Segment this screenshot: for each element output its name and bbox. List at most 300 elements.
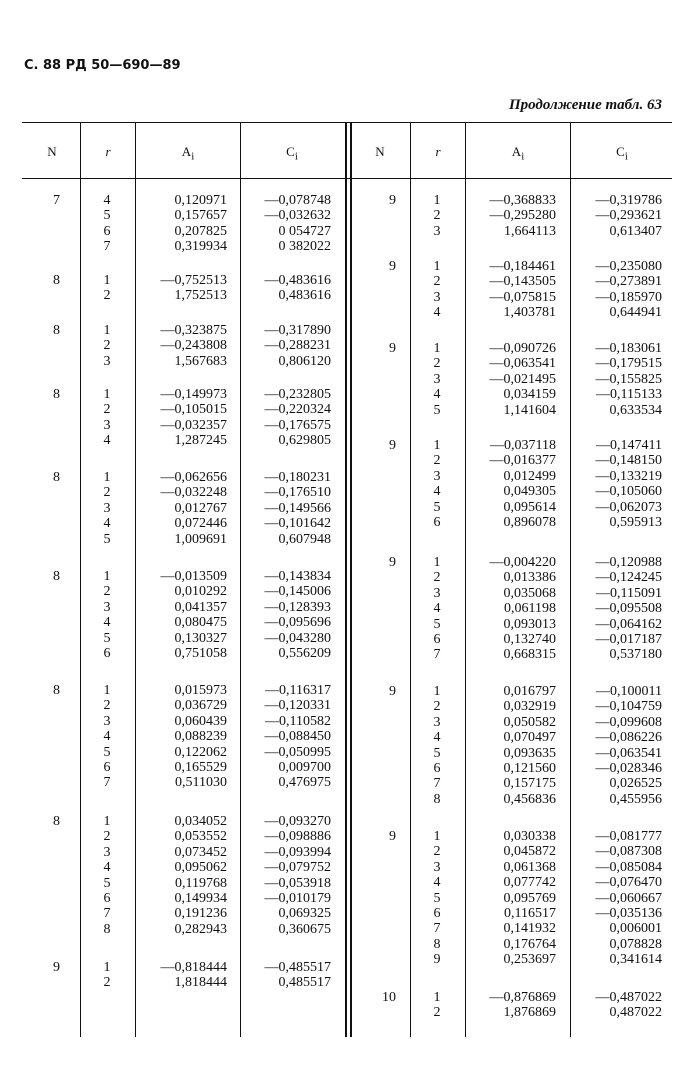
a-value: 0,149934 [174, 890, 227, 906]
n-value: 10 [382, 990, 396, 1005]
r-value: 5 [433, 745, 441, 761]
a-value: 0,032919 [503, 699, 556, 715]
a-value: 0,060439 [174, 713, 227, 729]
a-value: —0,062656 [160, 470, 227, 485]
r-value: 3 [433, 585, 441, 601]
r-value: 2 [433, 570, 441, 586]
n-value: 9 [389, 193, 396, 208]
r-value: 1 [433, 438, 441, 453]
r-value: 5 [103, 531, 111, 547]
r-value: 4 [433, 305, 441, 321]
r-value: 2 [433, 453, 441, 469]
r-value: 2 [103, 698, 111, 714]
c-value: —0,064162 [595, 616, 662, 632]
c-column [572, 259, 662, 321]
a-value: 0,053552 [174, 829, 227, 845]
c-value: —0,053918 [264, 875, 331, 891]
r-value: 6 [433, 631, 441, 647]
a-value: 0,095769 [503, 890, 556, 906]
a-value: —0,149973 [160, 387, 227, 402]
r-column [100, 273, 114, 304]
c-value: —0,293621 [595, 208, 662, 224]
r-column [100, 470, 114, 547]
c-value: 0,537180 [609, 647, 662, 663]
c-value: 0,078828 [609, 936, 662, 952]
c-value: —0,060667 [595, 890, 662, 906]
r-value: 2 [433, 1005, 441, 1021]
r-value: 7 [103, 906, 111, 922]
r-value: 4 [433, 730, 441, 746]
a-column [466, 259, 556, 321]
a-value: 0,036729 [174, 698, 227, 714]
c-value: —0,063541 [595, 745, 662, 761]
header-n: N [47, 144, 57, 159]
c-value: —0,148150 [595, 453, 662, 469]
r-value: 3 [433, 468, 441, 484]
c-value: 0,476975 [278, 775, 331, 791]
r-value: 4 [103, 615, 111, 631]
a-column [137, 960, 227, 991]
a-value: 0,010292 [174, 584, 227, 600]
c-value: —0,180231 [264, 470, 331, 485]
c-column [241, 470, 331, 547]
c-value: —0,176575 [264, 417, 331, 433]
c-value: —0,128393 [264, 599, 331, 615]
c-value: —0,099608 [595, 714, 662, 730]
c-value: —0,093994 [264, 844, 331, 860]
r-column [100, 323, 114, 369]
c-column [241, 387, 331, 449]
c-value: —0,105060 [595, 484, 662, 500]
a-column [466, 555, 556, 663]
c-value: 0,069325 [278, 906, 331, 922]
c-value: —0,062073 [595, 499, 662, 515]
a-value: 0,012499 [503, 468, 556, 484]
c-value: —0,273891 [595, 274, 662, 290]
c-value: —0,183061 [595, 341, 662, 356]
r-value: 1 [103, 683, 111, 698]
n-value: 9 [53, 960, 60, 975]
a-column [466, 990, 556, 1021]
a-value: —0,876869 [489, 990, 556, 1005]
r-value: 1 [433, 555, 441, 570]
a-value: 0,093635 [503, 745, 556, 761]
c-column [572, 438, 662, 530]
c-value: 0,455956 [609, 791, 662, 807]
c-column [241, 323, 331, 369]
r-value: 2 [433, 699, 441, 715]
a-value: —0,184461 [489, 259, 556, 274]
r-value: 1 [103, 470, 111, 485]
r-value: 1 [433, 684, 441, 699]
c-value: —0,101642 [264, 516, 331, 532]
c-value: —0,100011 [596, 684, 662, 699]
c-value: —0,116317 [265, 683, 331, 698]
a-value: —0,016377 [489, 453, 556, 469]
r-value: 1 [103, 323, 111, 338]
r-column [100, 387, 114, 449]
c-value: 0,360675 [278, 921, 331, 937]
c-value: 0,607948 [278, 531, 331, 547]
r-column [430, 259, 444, 321]
a-value: —0,243808 [160, 338, 227, 354]
r-value: 6 [103, 890, 111, 906]
c-value: —0,147411 [596, 438, 662, 453]
c-value: —0,232805 [264, 387, 331, 402]
r-value: 1 [433, 341, 441, 356]
a-value: —0,021495 [489, 371, 556, 387]
r-value: 5 [103, 744, 111, 760]
r-value: 7 [103, 239, 111, 255]
c-column [241, 569, 331, 661]
a-value: 0,012767 [174, 500, 227, 516]
a-column [137, 323, 227, 369]
a-value: 1,009691 [174, 531, 227, 547]
c-value: —0,483616 [264, 273, 331, 288]
r-value: 2 [433, 208, 441, 224]
a-value: 0,511030 [175, 775, 227, 791]
r-value: 6 [103, 645, 111, 661]
a-value: 0,030338 [503, 829, 556, 844]
r-value: 6 [103, 759, 111, 775]
r-column [100, 569, 114, 661]
r-value: 7 [433, 921, 441, 937]
c-value: —0,120988 [595, 555, 662, 570]
a-value: 0,122062 [174, 744, 227, 760]
a-value: 0,095614 [503, 499, 556, 515]
c-value: 0,633534 [609, 402, 662, 418]
c-column [572, 193, 662, 239]
a-value: 0,896078 [503, 514, 556, 530]
a-value: 0,253697 [503, 952, 556, 968]
r-value: 1 [433, 259, 441, 274]
n-value: 8 [53, 683, 60, 698]
a-column [137, 470, 227, 547]
c-value: 0,483616 [278, 288, 331, 304]
r-value: 2 [433, 356, 441, 372]
r-column [100, 960, 114, 991]
a-column [137, 683, 227, 791]
a-value: 0,668315 [503, 647, 556, 663]
center-divider [345, 122, 347, 1037]
c-value: —0,076470 [595, 875, 662, 891]
table-top-rule [22, 122, 672, 123]
a-value: 0,121560 [503, 760, 556, 776]
a-value: 0,157175 [503, 776, 556, 792]
r-value: 8 [433, 791, 441, 807]
r-value: 2 [103, 402, 111, 418]
c-value: —0,176510 [264, 485, 331, 501]
c-value: —0,319786 [595, 193, 662, 208]
r-value: 2 [103, 829, 111, 845]
a-value: 0,120971 [174, 193, 227, 208]
c-value: —0,115133 [596, 387, 662, 403]
a-value: 0,013386 [503, 570, 556, 586]
c-value: 0 054727 [278, 223, 331, 239]
a-column [466, 438, 556, 530]
a-value: 0,095062 [174, 860, 227, 876]
a-value: 0,130327 [174, 630, 227, 646]
a-value: 0,176764 [503, 936, 556, 952]
n-value: 8 [53, 814, 60, 829]
c-value: 0,629805 [278, 433, 331, 449]
c-value: 0,341614 [609, 952, 662, 968]
center-divider [350, 122, 352, 1037]
r-value: 3 [433, 859, 441, 875]
header-a: $A_i$ [181, 144, 195, 163]
a-column [137, 569, 227, 661]
a-value: —0,063541 [489, 356, 556, 372]
a-value: —0,323875 [160, 323, 227, 338]
c-value: 0,595913 [609, 514, 662, 530]
c-value: —0,104759 [595, 699, 662, 715]
header-n: N [375, 144, 385, 159]
r-column [100, 683, 114, 791]
c-value: —0,010179 [264, 890, 331, 906]
r-value: 9 [433, 952, 441, 968]
c-value: —0,317890 [264, 323, 331, 338]
a-value: 1,567683 [174, 353, 227, 369]
a-value: 1,287245 [174, 433, 227, 449]
n-value: 9 [389, 829, 396, 844]
a-value: —0,818444 [160, 960, 227, 975]
a-value: 0,319934 [174, 239, 227, 255]
a-value: 0,073452 [174, 844, 227, 860]
r-value: 7 [103, 775, 111, 791]
c-value: —0,179515 [595, 356, 662, 372]
header-c: $C_i$ [286, 144, 298, 163]
a-value: 0,116517 [504, 905, 556, 921]
r-value: 2 [433, 844, 441, 860]
r-value: 5 [433, 616, 441, 632]
r-value: 5 [433, 499, 441, 515]
table-header-rule [22, 178, 672, 179]
r-value: 5 [103, 875, 111, 891]
r-value: 3 [433, 714, 441, 730]
r-value: 3 [433, 371, 441, 387]
a-value: 0,072446 [174, 516, 227, 532]
r-column [430, 341, 444, 418]
r-value: 1 [103, 387, 111, 402]
r-value: 4 [433, 484, 441, 500]
c-column [241, 814, 331, 937]
r-value: 2 [103, 338, 111, 354]
a-value: 0,041357 [174, 599, 227, 615]
header-r: r [105, 144, 111, 159]
a-value: 0,016797 [503, 684, 556, 699]
n-value: 9 [389, 259, 396, 274]
r-value: 6 [433, 760, 441, 776]
c-value: —0,220324 [264, 402, 331, 418]
a-column [137, 387, 227, 449]
r-value: 2 [103, 584, 111, 600]
c-value: 0,556209 [278, 645, 331, 661]
c-value: —0,088450 [264, 729, 331, 745]
c-value: —0,035136 [595, 905, 662, 921]
a-column [137, 273, 227, 304]
a-value: 0,191236 [174, 906, 227, 922]
a-value: —0,004220 [489, 555, 556, 570]
c-value: —0,145006 [264, 584, 331, 600]
n-value: 9 [389, 555, 396, 570]
c-value: —0,078748 [264, 193, 331, 208]
r-value: 4 [103, 433, 111, 449]
c-value: —0,079752 [264, 860, 331, 876]
c-value: —0,087308 [595, 844, 662, 860]
c-value: 0,009700 [278, 759, 331, 775]
r-value: 4 [103, 193, 111, 208]
a-value: 0,035068 [503, 585, 556, 601]
c-value: —0,086226 [595, 730, 662, 746]
a-value: —0,752513 [160, 273, 227, 288]
a-value: 0,088239 [174, 729, 227, 745]
a-value: 1,664113 [504, 223, 556, 239]
r-value: 3 [433, 289, 441, 305]
r-column [430, 829, 444, 968]
c-column [241, 683, 331, 791]
a-value: 0,093013 [503, 616, 556, 632]
r-value: 1 [433, 990, 441, 1005]
r-value: 5 [433, 890, 441, 906]
r-value: 4 [433, 387, 441, 403]
a-column [466, 829, 556, 968]
a-value: 0,165529 [174, 759, 227, 775]
c-value: —0,043280 [264, 630, 331, 646]
column-divider [135, 122, 136, 1037]
c-value: —0,487022 [595, 990, 662, 1005]
r-value: 2 [103, 288, 111, 304]
c-value: —0,110582 [265, 713, 331, 729]
a-value: 0,456836 [503, 791, 556, 807]
a-column [137, 814, 227, 937]
c-value: 0 382022 [278, 239, 331, 255]
c-column [572, 555, 662, 663]
n-value: 8 [53, 273, 60, 288]
c-value: 0,485517 [278, 975, 331, 991]
c-value: —0,115091 [596, 585, 662, 601]
r-value: 5 [433, 402, 441, 418]
c-column [572, 990, 662, 1021]
n-value: 9 [389, 341, 396, 356]
c-value: —0,028346 [595, 760, 662, 776]
c-value: —0,149566 [264, 500, 331, 516]
c-column [572, 829, 662, 968]
r-value: 1 [433, 829, 441, 844]
c-value: 0,487022 [609, 1005, 662, 1021]
column-divider [570, 122, 571, 1037]
r-value: 1 [103, 960, 111, 975]
r-value: 1 [103, 569, 111, 584]
a-column [466, 341, 556, 418]
c-column [241, 960, 331, 991]
r-value: 2 [433, 274, 441, 290]
c-column [572, 684, 662, 807]
c-column [241, 193, 331, 255]
a-value: —0,143505 [489, 274, 556, 290]
n-value: 8 [53, 569, 60, 584]
r-value: 3 [103, 500, 111, 516]
a-column [137, 193, 227, 255]
a-value: —0,032248 [160, 485, 227, 501]
r-value: 3 [433, 223, 441, 239]
r-value: 5 [103, 208, 111, 224]
r-value: 4 [433, 601, 441, 617]
a-value: —0,075815 [489, 289, 556, 305]
a-value: —0,368833 [489, 193, 556, 208]
c-value: —0,017187 [595, 631, 662, 647]
r-value: 5 [103, 630, 111, 646]
a-value: 0,080475 [174, 615, 227, 631]
a-value: 0,045872 [503, 844, 556, 860]
table-caption: Продолжение табл. 63 [508, 97, 662, 113]
a-value: 1,403781 [503, 305, 556, 321]
a-value: —0,013509 [160, 569, 227, 584]
c-value: —0,124245 [595, 570, 662, 586]
c-value: —0,095696 [264, 615, 331, 631]
a-value: 0,751058 [174, 645, 227, 661]
page-header: С. 88 РД 50—690—89 [24, 58, 181, 73]
r-column [100, 193, 114, 255]
r-value: 8 [103, 921, 111, 937]
a-value: —0,090726 [489, 341, 556, 356]
r-value: 3 [103, 713, 111, 729]
c-value: 0,026525 [609, 776, 662, 792]
r-value: 1 [103, 814, 111, 829]
r-value: 6 [433, 905, 441, 921]
a-value: 0,119768 [175, 875, 227, 891]
n-value: 8 [53, 470, 60, 485]
c-value: —0,081777 [595, 829, 662, 844]
a-value: 1,141604 [503, 402, 556, 418]
c-value: —0,133219 [595, 468, 662, 484]
header-a: $A_i$ [511, 144, 525, 163]
r-value: 7 [433, 776, 441, 792]
a-value: 0,132740 [503, 631, 556, 647]
c-column [572, 341, 662, 418]
r-value: 1 [433, 193, 441, 208]
a-value: 0,141932 [503, 921, 556, 937]
r-value: 6 [433, 514, 441, 530]
a-value: —0,105015 [160, 402, 227, 418]
c-value: —0,155825 [595, 371, 662, 387]
r-value: 3 [103, 353, 111, 369]
c-value: 0,006001 [609, 921, 662, 937]
r-column [430, 193, 444, 239]
n-value: 9 [389, 684, 396, 699]
a-column [466, 193, 556, 239]
n-value: 7 [53, 193, 60, 208]
c-value: —0,098886 [264, 829, 331, 845]
a-value: 0,050582 [503, 714, 556, 730]
n-value: 8 [53, 387, 60, 402]
n-value: 9 [389, 438, 396, 453]
a-value: 0,077742 [503, 875, 556, 891]
c-value: 0,644941 [609, 305, 662, 321]
header-r: r [435, 144, 441, 159]
r-column [430, 990, 444, 1021]
r-value: 4 [433, 875, 441, 891]
r-value: 3 [103, 599, 111, 615]
a-value: 0,207825 [174, 223, 227, 239]
c-value: —0,085084 [595, 859, 662, 875]
a-value: 0,070497 [503, 730, 556, 746]
c-value: —0,093270 [264, 814, 331, 829]
header-c: $C_i$ [616, 144, 628, 163]
c-value: 0,613407 [609, 223, 662, 239]
c-column [241, 273, 331, 304]
a-value: —0,037118 [490, 438, 556, 453]
a-column [466, 684, 556, 807]
